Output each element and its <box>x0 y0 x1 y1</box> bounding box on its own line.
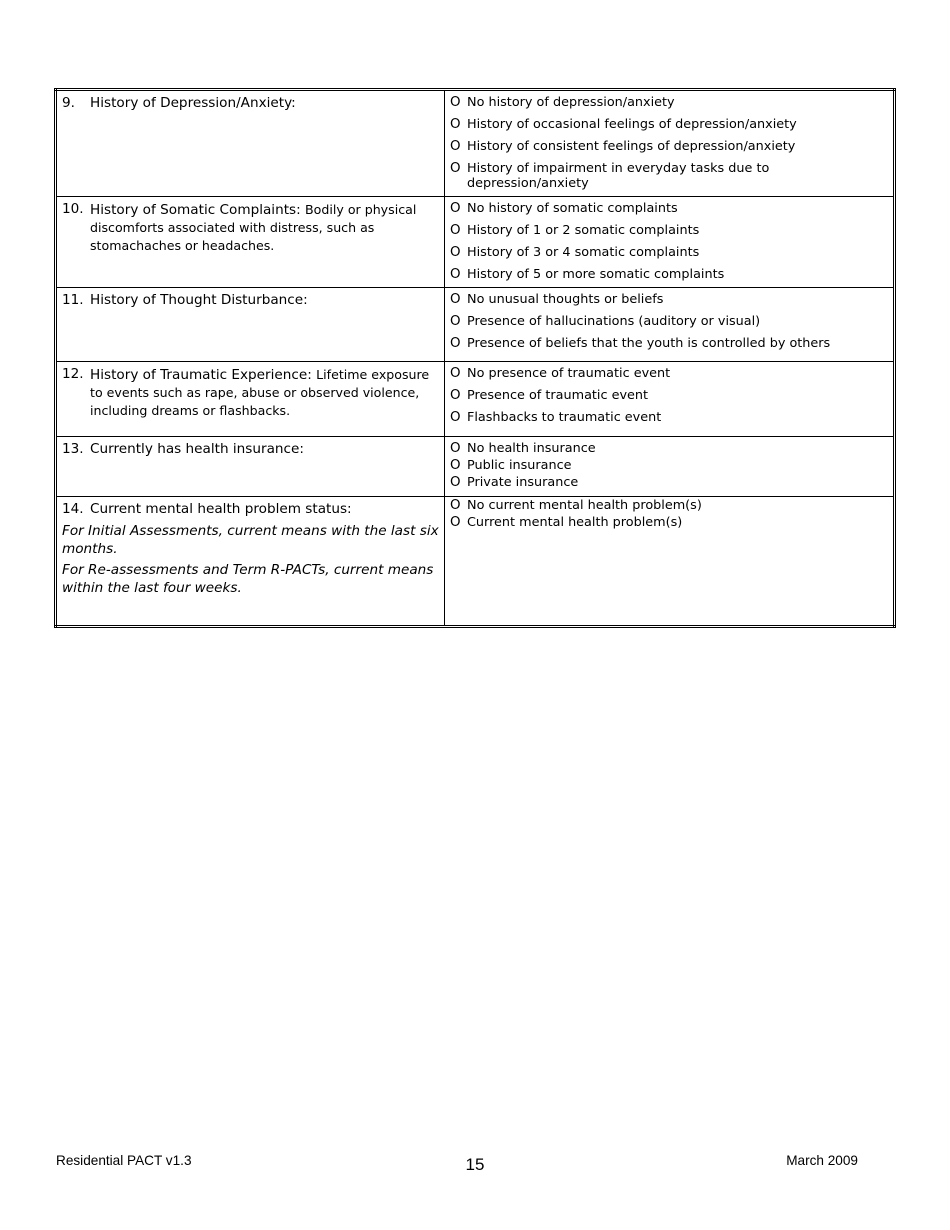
option-label: No history of depression/anxiety <box>467 95 675 110</box>
radio-option[interactable] <box>450 139 888 154</box>
radio-circle-icon[interactable]: O <box>450 458 461 473</box>
options-cell <box>445 362 895 437</box>
option-label: Flashbacks to traumatic event <box>467 410 662 425</box>
question-cell <box>56 288 445 362</box>
radio-option[interactable] <box>450 388 888 403</box>
question-title: Current mental health problem status: <box>90 501 352 517</box>
question-cell <box>56 437 445 497</box>
question-number: 9. <box>62 95 75 111</box>
assessment-table <box>54 88 896 628</box>
option-label: History of occasional feelings of depression/anxiety <box>467 117 797 132</box>
question-title: History of Somatic Complaints: <box>90 202 301 218</box>
question-cell <box>56 197 445 288</box>
radio-circle-icon[interactable]: O <box>450 336 461 351</box>
radio-option[interactable] <box>450 314 888 329</box>
question-note: For Re-assessments and Term R-PACTs, current means within the last four weeks. <box>62 562 434 596</box>
radio-option[interactable] <box>450 441 888 456</box>
question-title: Currently has health insurance: <box>90 441 304 457</box>
table-row <box>56 90 895 197</box>
radio-circle-icon[interactable]: O <box>450 498 461 513</box>
radio-option[interactable] <box>450 95 888 110</box>
question-description: Lifetime exposure to events such as rape, abuse or observed violence, including dreams or flashbacks. <box>90 367 430 418</box>
radio-circle-icon[interactable]: O <box>450 314 461 329</box>
table-row <box>56 437 895 497</box>
question-number: 13. <box>62 441 84 457</box>
option-label: Presence of beliefs that the youth is controlled by others <box>467 336 831 351</box>
options-cell <box>445 197 895 288</box>
option-label: No history of somatic complaints <box>467 201 678 216</box>
options-cell <box>445 437 895 497</box>
question-number: 12. <box>62 366 84 382</box>
option-label: History of 3 or 4 somatic complaints <box>467 245 700 260</box>
radio-circle-icon[interactable]: O <box>450 515 461 530</box>
option-label: No current mental health problem(s) <box>467 498 702 513</box>
radio-option[interactable] <box>450 223 888 238</box>
question-note: For Initial Assessments, current means with the last six months. <box>62 523 439 557</box>
radio-circle-icon[interactable]: O <box>450 139 461 154</box>
option-label: Presence of traumatic event <box>467 388 649 403</box>
question-cell <box>56 497 445 627</box>
radio-circle-icon[interactable]: O <box>450 388 461 403</box>
options-cell <box>445 90 895 197</box>
question-title: History of Thought Disturbance: <box>90 292 308 308</box>
table-row <box>56 288 895 362</box>
option-label: No presence of traumatic event <box>467 366 671 381</box>
footer-page-number: 15 <box>465 1155 485 1174</box>
radio-option[interactable] <box>450 498 888 513</box>
question-number: 11. <box>62 292 84 308</box>
question-number: 14. <box>62 501 84 517</box>
option-label: History of 5 or more somatic complaints <box>467 267 725 282</box>
question-description: Bodily or physical discomforts associated with distress, such as stomachaches or headaches. <box>90 202 417 253</box>
table-row <box>56 497 895 627</box>
option-label: History of impairment in everyday tasks due to depression/anxiety <box>467 161 770 191</box>
question-title: History of Traumatic Experience: <box>90 367 312 383</box>
radio-option[interactable] <box>450 336 888 351</box>
radio-option[interactable] <box>450 458 888 473</box>
radio-circle-icon[interactable]: O <box>450 366 461 381</box>
radio-option[interactable] <box>450 201 888 216</box>
question-cell <box>56 90 445 197</box>
radio-circle-icon[interactable]: O <box>450 95 461 110</box>
options-cell <box>445 288 895 362</box>
option-label: Private insurance <box>467 475 579 490</box>
question-number: 10. <box>62 201 84 217</box>
option-label: No health insurance <box>467 441 596 456</box>
question-title: History of Depression/Anxiety: <box>90 95 296 111</box>
radio-option[interactable] <box>450 161 888 191</box>
radio-option[interactable] <box>450 515 888 530</box>
question-cell <box>56 362 445 437</box>
radio-option[interactable] <box>450 292 888 307</box>
radio-option[interactable] <box>450 475 888 490</box>
option-label: Public insurance <box>467 458 572 473</box>
radio-option[interactable] <box>450 366 888 381</box>
radio-option[interactable] <box>450 410 888 425</box>
radio-circle-icon[interactable]: O <box>450 201 461 216</box>
radio-option[interactable] <box>450 117 888 132</box>
option-label: No unusual thoughts or beliefs <box>467 292 664 307</box>
option-label: Presence of hallucinations (auditory or visual) <box>467 314 761 329</box>
option-label: History of consistent feelings of depression/anxiety <box>467 139 796 154</box>
radio-circle-icon[interactable]: O <box>450 410 461 425</box>
radio-circle-icon[interactable]: O <box>450 475 461 490</box>
radio-option[interactable] <box>450 267 888 282</box>
table-row <box>56 197 895 288</box>
option-label: Current mental health problem(s) <box>467 515 683 530</box>
radio-circle-icon[interactable]: O <box>450 441 461 456</box>
radio-circle-icon[interactable]: O <box>450 161 461 176</box>
radio-option[interactable] <box>450 245 888 260</box>
radio-circle-icon[interactable]: O <box>450 223 461 238</box>
table-row <box>56 362 895 437</box>
radio-circle-icon[interactable]: O <box>450 245 461 260</box>
option-label: History of 1 or 2 somatic complaints <box>467 223 700 238</box>
footer-document-version: Residential PACT v1.3 <box>56 1153 192 1168</box>
radio-circle-icon[interactable]: O <box>450 292 461 307</box>
radio-circle-icon[interactable]: O <box>450 117 461 132</box>
footer-date: March 2009 <box>786 1153 858 1168</box>
options-cell <box>445 497 895 627</box>
radio-circle-icon[interactable]: O <box>450 267 461 282</box>
